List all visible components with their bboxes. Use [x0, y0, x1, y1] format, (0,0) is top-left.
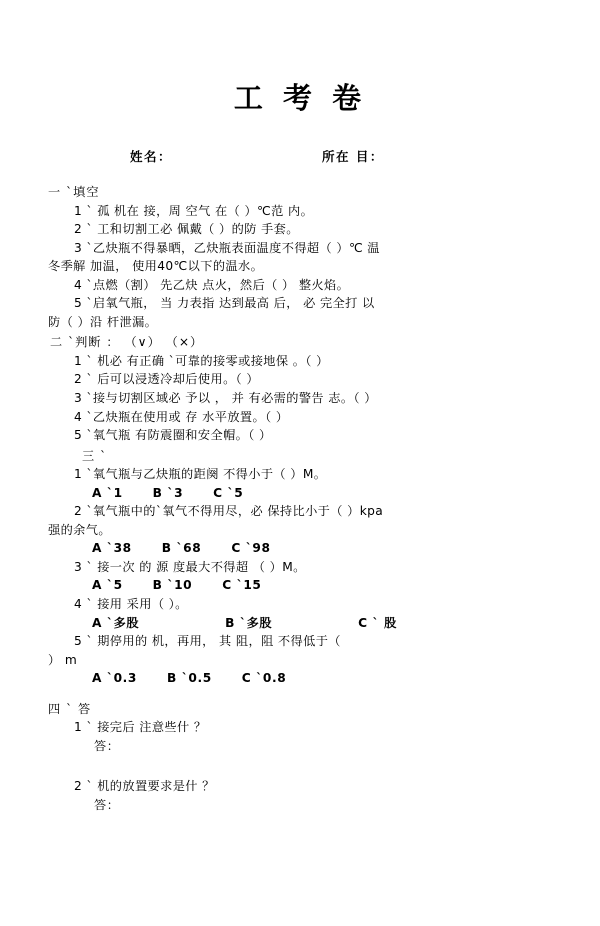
option-b: B `0.5 [166, 671, 212, 686]
option-a: A `0.3 [92, 671, 137, 686]
question-item: 5 `氧气瓶 有防震圈和安全帽。（ ） [74, 428, 272, 443]
option-row [48, 614, 552, 633]
question-item: 4 `乙炔瓶在使用或 存 水平放置。（ ） [74, 409, 289, 424]
section-heading-4: 四 ` 答 [48, 701, 92, 716]
page-title: 工 考 卷 [233, 81, 367, 115]
option-row [48, 539, 552, 558]
question-item: 1 `氧气瓶与乙炔瓶的距阕 不得小于（ ）M。 [74, 467, 327, 482]
option-c: C ` 股 [358, 615, 397, 630]
option-row [48, 484, 552, 503]
question-item: 5 ` 期停用的 机，再用， 其 阻，阻 不得低于（ [74, 634, 341, 649]
option-b: B `多股 [225, 615, 273, 630]
question-item-continuation: 冬季解 加温， 使用40℃以下的温水。 [48, 259, 264, 274]
option-row [48, 576, 552, 595]
question-item: 2 ` 机的放置要求是什 ？ [74, 779, 215, 794]
name-field-label: 姓名： [130, 149, 173, 164]
option-a: A `38 [92, 541, 132, 556]
option-c: C `5 [213, 485, 244, 500]
question-item-continuation: ） m [48, 652, 78, 667]
option-b: B `3 [152, 485, 184, 500]
section-heading-3: 三 ` [82, 448, 108, 463]
question-item: 1 ` 机必 有正确 `可靠的接零或接地保 。（ ） [74, 353, 329, 368]
question-item: 2 `氧气瓶中的`氧气不得用尽，必 保持比小于（ ）kpa [74, 504, 384, 519]
section-heading-1: 一 `填空 [48, 185, 100, 199]
option-a: A `5 [92, 578, 123, 593]
question-item: 3 `乙炔瓶不得暴晒，乙炔瓶表面温度不得超（ ）℃ 温 [74, 240, 380, 255]
header-fields [48, 147, 552, 165]
question-item: 3 `接与切割区域必 予以 ， 并 有必需的警告 志。（ ） [74, 391, 377, 406]
option-b: B `68 [161, 541, 202, 556]
answer-label: 答： [94, 797, 120, 812]
option-c: C `98 [231, 541, 271, 556]
exam-paper-page [0, 76, 600, 926]
question-item-continuation: 防（ ）沿 杆泄漏。 [48, 314, 158, 329]
location-field-label: 所在 目： [322, 149, 384, 164]
question-item: 4 ` 接用 采用（ ）。 [74, 597, 188, 612]
question-item: 1 ` 孤 机在 接，周 空气 在（ ）℃范 内。 [74, 203, 314, 218]
answer-label: 答： [94, 738, 120, 753]
question-item: 1 ` 接完后 注意些什 ？ [74, 720, 207, 735]
question-item: 4 `点燃（割） 先乙炔 点火，然后（ ） 整火焰。 [74, 277, 350, 292]
option-row [48, 669, 552, 688]
option-c: C `15 [222, 578, 262, 593]
question-item: 2 ` 后可以浸透冷却后使用。（ ） [74, 372, 260, 387]
option-c: C `0.8 [241, 671, 287, 686]
option-b: B `10 [152, 578, 193, 593]
question-item: 2 ` 工和切割工必 佩戴（ ）的防 手套。 [74, 222, 299, 237]
exam-body [48, 183, 552, 815]
option-a: A `多股 [92, 615, 140, 630]
question-item-continuation: 强的余气。 [48, 522, 111, 537]
question-item: 5 `启氧气瓶， 当 力表指 达到最高 后， 必 完全打 以 [74, 296, 375, 311]
question-item: 3 ` 接一次 的 源 度最大不得超 （ ）M。 [74, 559, 306, 574]
section-heading-2: 二 `判断 ： （∨） （×） [50, 335, 204, 350]
option-a: A `1 [92, 485, 123, 500]
